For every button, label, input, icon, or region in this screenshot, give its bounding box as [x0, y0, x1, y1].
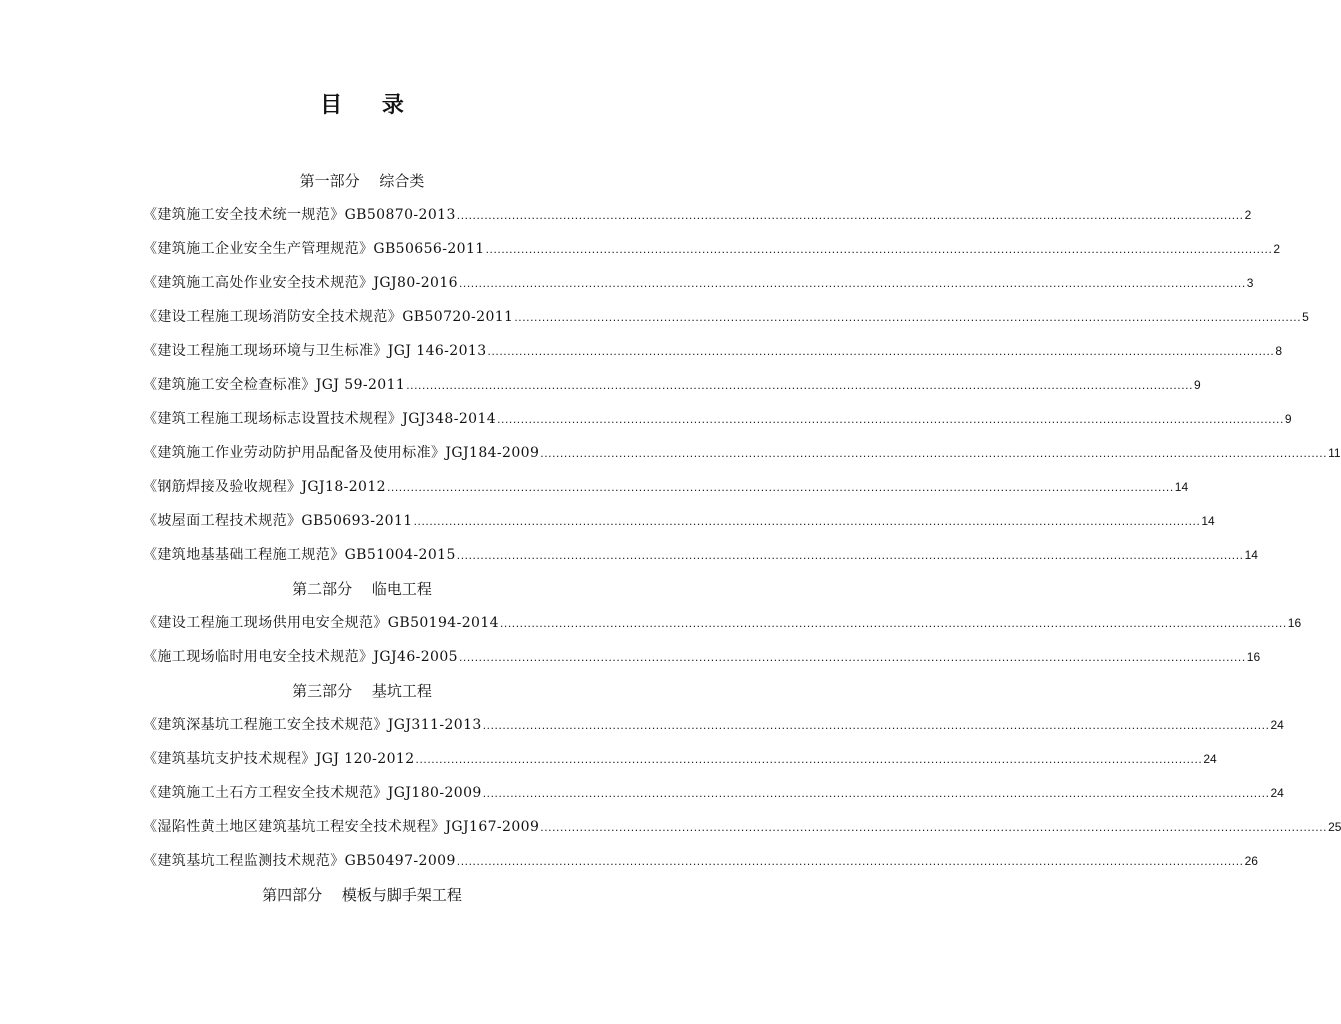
toc-entry-title: 《坡屋面工程技术规范》GB50693-2011: [143, 513, 413, 529]
toc-entry[interactable]: [143, 612, 1302, 634]
toc-entry-page: 14: [1244, 548, 1258, 562]
dot-leader: ........................................................................................................................................................................................................: [482, 786, 1270, 800]
section-heading: 第四部分 模板与脚手架工程: [262, 886, 462, 904]
toc-entry-page: 3: [1246, 276, 1254, 290]
toc-entry-title: 《建筑施工高处作业安全技术规范》JGJ80-2016: [143, 275, 458, 291]
toc-entry-page: 11: [1328, 446, 1341, 460]
dot-leader: ........................................................................................................................................................................................................: [456, 854, 1244, 868]
toc-entry-title: 《建筑基坑工程监测技术规范》GB50497-2009: [143, 853, 456, 869]
dot-leader: ........................................................................................................................................................................................................: [456, 548, 1244, 562]
toc-entry-page: 26: [1244, 854, 1258, 868]
toc-entry[interactable]: [143, 850, 1258, 872]
toc-entry-title: 《钢筋焊接及验收规程》JGJ18-2012: [143, 479, 386, 495]
toc-entry-title: 《建筑施工土石方工程安全技术规范》JGJ180-2009: [143, 785, 482, 801]
toc-entry[interactable]: [143, 646, 1261, 668]
toc-entry-page: 24: [1203, 752, 1217, 766]
toc-entry-title: 《建筑施工作业劳动防护用品配备及使用标准》JGJ184-2009: [143, 445, 540, 461]
dot-leader: ........................................................................................................................................................................................................: [415, 752, 1203, 766]
toc-entry-title: 《建设工程施工现场环境与卫生标准》JGJ 146-2013: [143, 343, 487, 359]
toc-entry-page: 5: [1302, 310, 1309, 324]
toc-entry-page: 16: [1287, 616, 1302, 630]
dot-leader: ........................................................................................................................................................................................................: [386, 480, 1174, 494]
toc-entry[interactable]: [143, 374, 1201, 396]
toc-entry-page: 9: [1194, 378, 1201, 392]
toc-entry-title: 《建筑施工企业安全生产管理规范》GB50656-2011: [143, 241, 485, 257]
toc-entry[interactable]: [143, 238, 1281, 260]
toc-entry-page: 2: [1273, 242, 1281, 256]
section-heading: 第一部分 综合类: [299, 172, 425, 190]
dot-leader: ........................................................................................................................................................................................................: [540, 820, 1328, 834]
toc-entry[interactable]: [143, 816, 1341, 838]
toc-entry-title: 《建筑工程施工现场标志设置技术规程》JGJ348-2014: [143, 411, 497, 427]
toc-entry[interactable]: [143, 340, 1283, 362]
dot-leader: ........................................................................................................................................................................................................: [406, 378, 1194, 392]
dot-leader: ........................................................................................................................................................................................................: [540, 446, 1328, 460]
dot-leader: ........................................................................................................................................................................................................: [413, 514, 1201, 528]
toc-entry[interactable]: [143, 510, 1215, 532]
dot-leader: ........................................................................................................................................................................................................: [499, 616, 1287, 630]
toc-entry[interactable]: [143, 204, 1252, 226]
toc-entry-page: 24: [1270, 718, 1284, 732]
page-title: 目 录: [320, 93, 420, 118]
toc-entry[interactable]: [143, 748, 1217, 770]
dot-leader: ........................................................................................................................................................................................................: [482, 718, 1270, 732]
toc-entry[interactable]: [143, 782, 1284, 804]
toc-entry[interactable]: [143, 476, 1189, 498]
toc-entry-title: 《施工现场临时用电安全技术规范》JGJ46-2005: [143, 649, 458, 665]
toc-entry[interactable]: [143, 714, 1284, 736]
dot-leader: ........................................................................................................................................................................................................: [497, 412, 1284, 426]
toc-entry-title: 《建筑施工安全技术统一规范》GB50870-2013: [143, 207, 456, 223]
toc-entry-title: 《建筑地基基础工程施工规范》GB51004-2015: [143, 547, 456, 563]
toc-entry-page: 24: [1270, 786, 1284, 800]
toc-entry-title: 《建筑深基坑工程施工安全技术规范》JGJ311-2013: [143, 717, 482, 733]
dot-leader: ........................................................................................................................................................................................................: [456, 208, 1244, 222]
toc-entry[interactable]: [143, 306, 1309, 328]
section-heading: 第三部分 基坑工程: [292, 682, 432, 700]
dot-leader: ........................................................................................................................................................................................................: [487, 344, 1275, 358]
toc-entry-page: 16: [1246, 650, 1261, 664]
dot-leader: ........................................................................................................................................................................................................: [485, 242, 1273, 256]
toc-entry-title: 《湿陷性黄土地区建筑基坑工程安全技术规程》JGJ167-2009: [143, 819, 540, 835]
toc-entry[interactable]: [143, 442, 1341, 464]
toc-entry[interactable]: [143, 544, 1258, 566]
dot-leader: ........................................................................................................................................................................................................: [514, 310, 1302, 324]
toc-entry-title: 《建设工程施工现场供用电安全规范》GB50194-2014: [143, 615, 499, 631]
toc-entry-title: 《建筑施工安全检查标准》JGJ 59-2011: [143, 377, 406, 393]
toc-entry-page: 25: [1328, 820, 1341, 834]
toc-entry-title: 《建设工程施工现场消防安全技术规范》GB50720-2011: [143, 309, 514, 325]
dot-leader: ........................................................................................................................................................................................................: [458, 276, 1246, 290]
toc-entry-title: 《建筑基坑支护技术规程》JGJ 120-2012: [143, 751, 415, 767]
toc-entry-page: 8: [1275, 344, 1283, 358]
toc-entry-page: 14: [1174, 480, 1189, 494]
toc-entry-page: 14: [1201, 514, 1215, 528]
toc-entry-page: 2: [1244, 208, 1252, 222]
toc-entry[interactable]: [143, 408, 1292, 430]
toc-entry-page: 9: [1284, 412, 1292, 426]
toc-entry[interactable]: [143, 272, 1254, 294]
dot-leader: ........................................................................................................................................................................................................: [458, 650, 1246, 664]
section-heading: 第二部分 临电工程: [292, 580, 432, 598]
